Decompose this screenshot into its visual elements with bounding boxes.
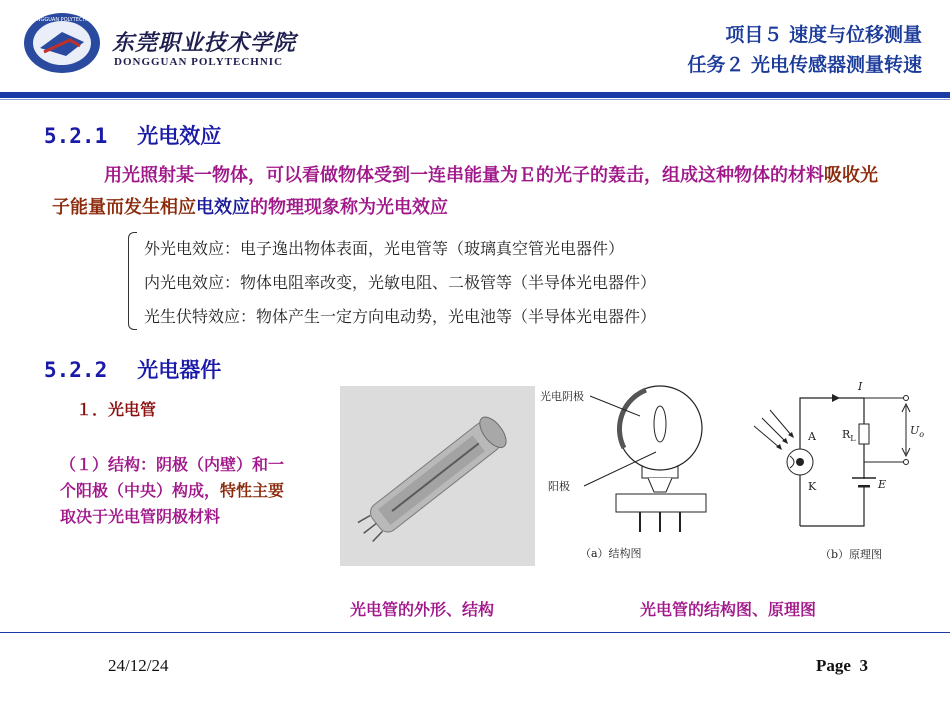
para-part4: 电效应 [196,197,250,218]
source-label: E [878,478,887,491]
subheading-phototube: １．光电管 [76,400,157,419]
circuit-diagram [740,376,925,566]
effects-brace [128,232,137,330]
resistor-label: $R_L$ [842,428,856,443]
para-part2: 吸收光子能量 [52,165,878,218]
structure-part1: （１）结构：阴极（内壁）和一个阳极（中央）构成， [60,455,285,500]
header-divider [0,92,950,98]
project-title: 项目５ 速度与位移测量 [725,24,922,46]
structure-text [60,452,290,530]
node-a-label: A [808,430,816,443]
diagram-caption: 光电管的结构图、原理图 [640,600,817,619]
diagram-a-caption: （a）结构图 [580,547,642,560]
structure-diagram [536,382,706,566]
footer-divider [0,632,950,633]
section-number: 5.2.2 [44,358,108,382]
cathode-label: 光电阴极 [540,390,584,403]
section-heading-photoelectric-devices [44,354,221,384]
college-logo-icon [22,12,102,74]
section-number: 5.2.1 [44,124,108,148]
page-num: 3 [859,656,868,675]
effect-internal: 内光电效应：物体电阻率改变，光敏电阻、二极管等（半导体光电器件） [144,273,657,292]
page-number [816,656,868,676]
footer-date: 24/12/24 [108,656,169,675]
para-part1: 用光照射某一物体，可以看做物体受到一连串能量为Ｅ的光子的轰击，组成这种物体的材料 [104,165,824,186]
current-label: I [858,380,863,393]
effect-external: 外光电效应：电子逸出物体表面，光电管等（玻璃真空管光电器件） [144,239,625,258]
phototube-photo [340,386,535,566]
section-title: 光电效应 [137,124,222,148]
anode-label: 阳极 [548,480,570,493]
definition-paragraph [52,160,882,224]
node-k-label: K [808,480,817,493]
logo-ring-text: DONGGUAN POLYTECHNIC [29,17,95,23]
section-title: 光电器件 [137,358,222,382]
logo-english-name: DONGGUAN POLYTECHNIC [114,56,284,68]
photo-caption: 光电管的外形、结构 [350,600,495,619]
structure-part3: 取决于光电管阴极材料 [60,507,221,526]
page-label: Page [816,656,851,675]
para-part3: 而发生相应 [106,197,196,218]
output-label: $U_o$ [910,424,925,439]
header-divider-thin [0,99,950,100]
section-heading-photoelectric-effect [44,120,221,150]
logo-chinese-name: 东莞职业技术学院 [112,30,297,56]
structure-part2: 特性主要 [220,481,285,500]
effect-photovoltaic: 光生伏特效应：物体产生一定方向电动势，光电池等（半导体光电器件） [144,307,657,326]
diagram-b-caption: （b）原理图 [820,548,883,561]
para-part5: 的物理现象称为光电效应 [250,197,448,218]
task-title: 任务２ 光电传感器测量转速 [687,54,922,76]
